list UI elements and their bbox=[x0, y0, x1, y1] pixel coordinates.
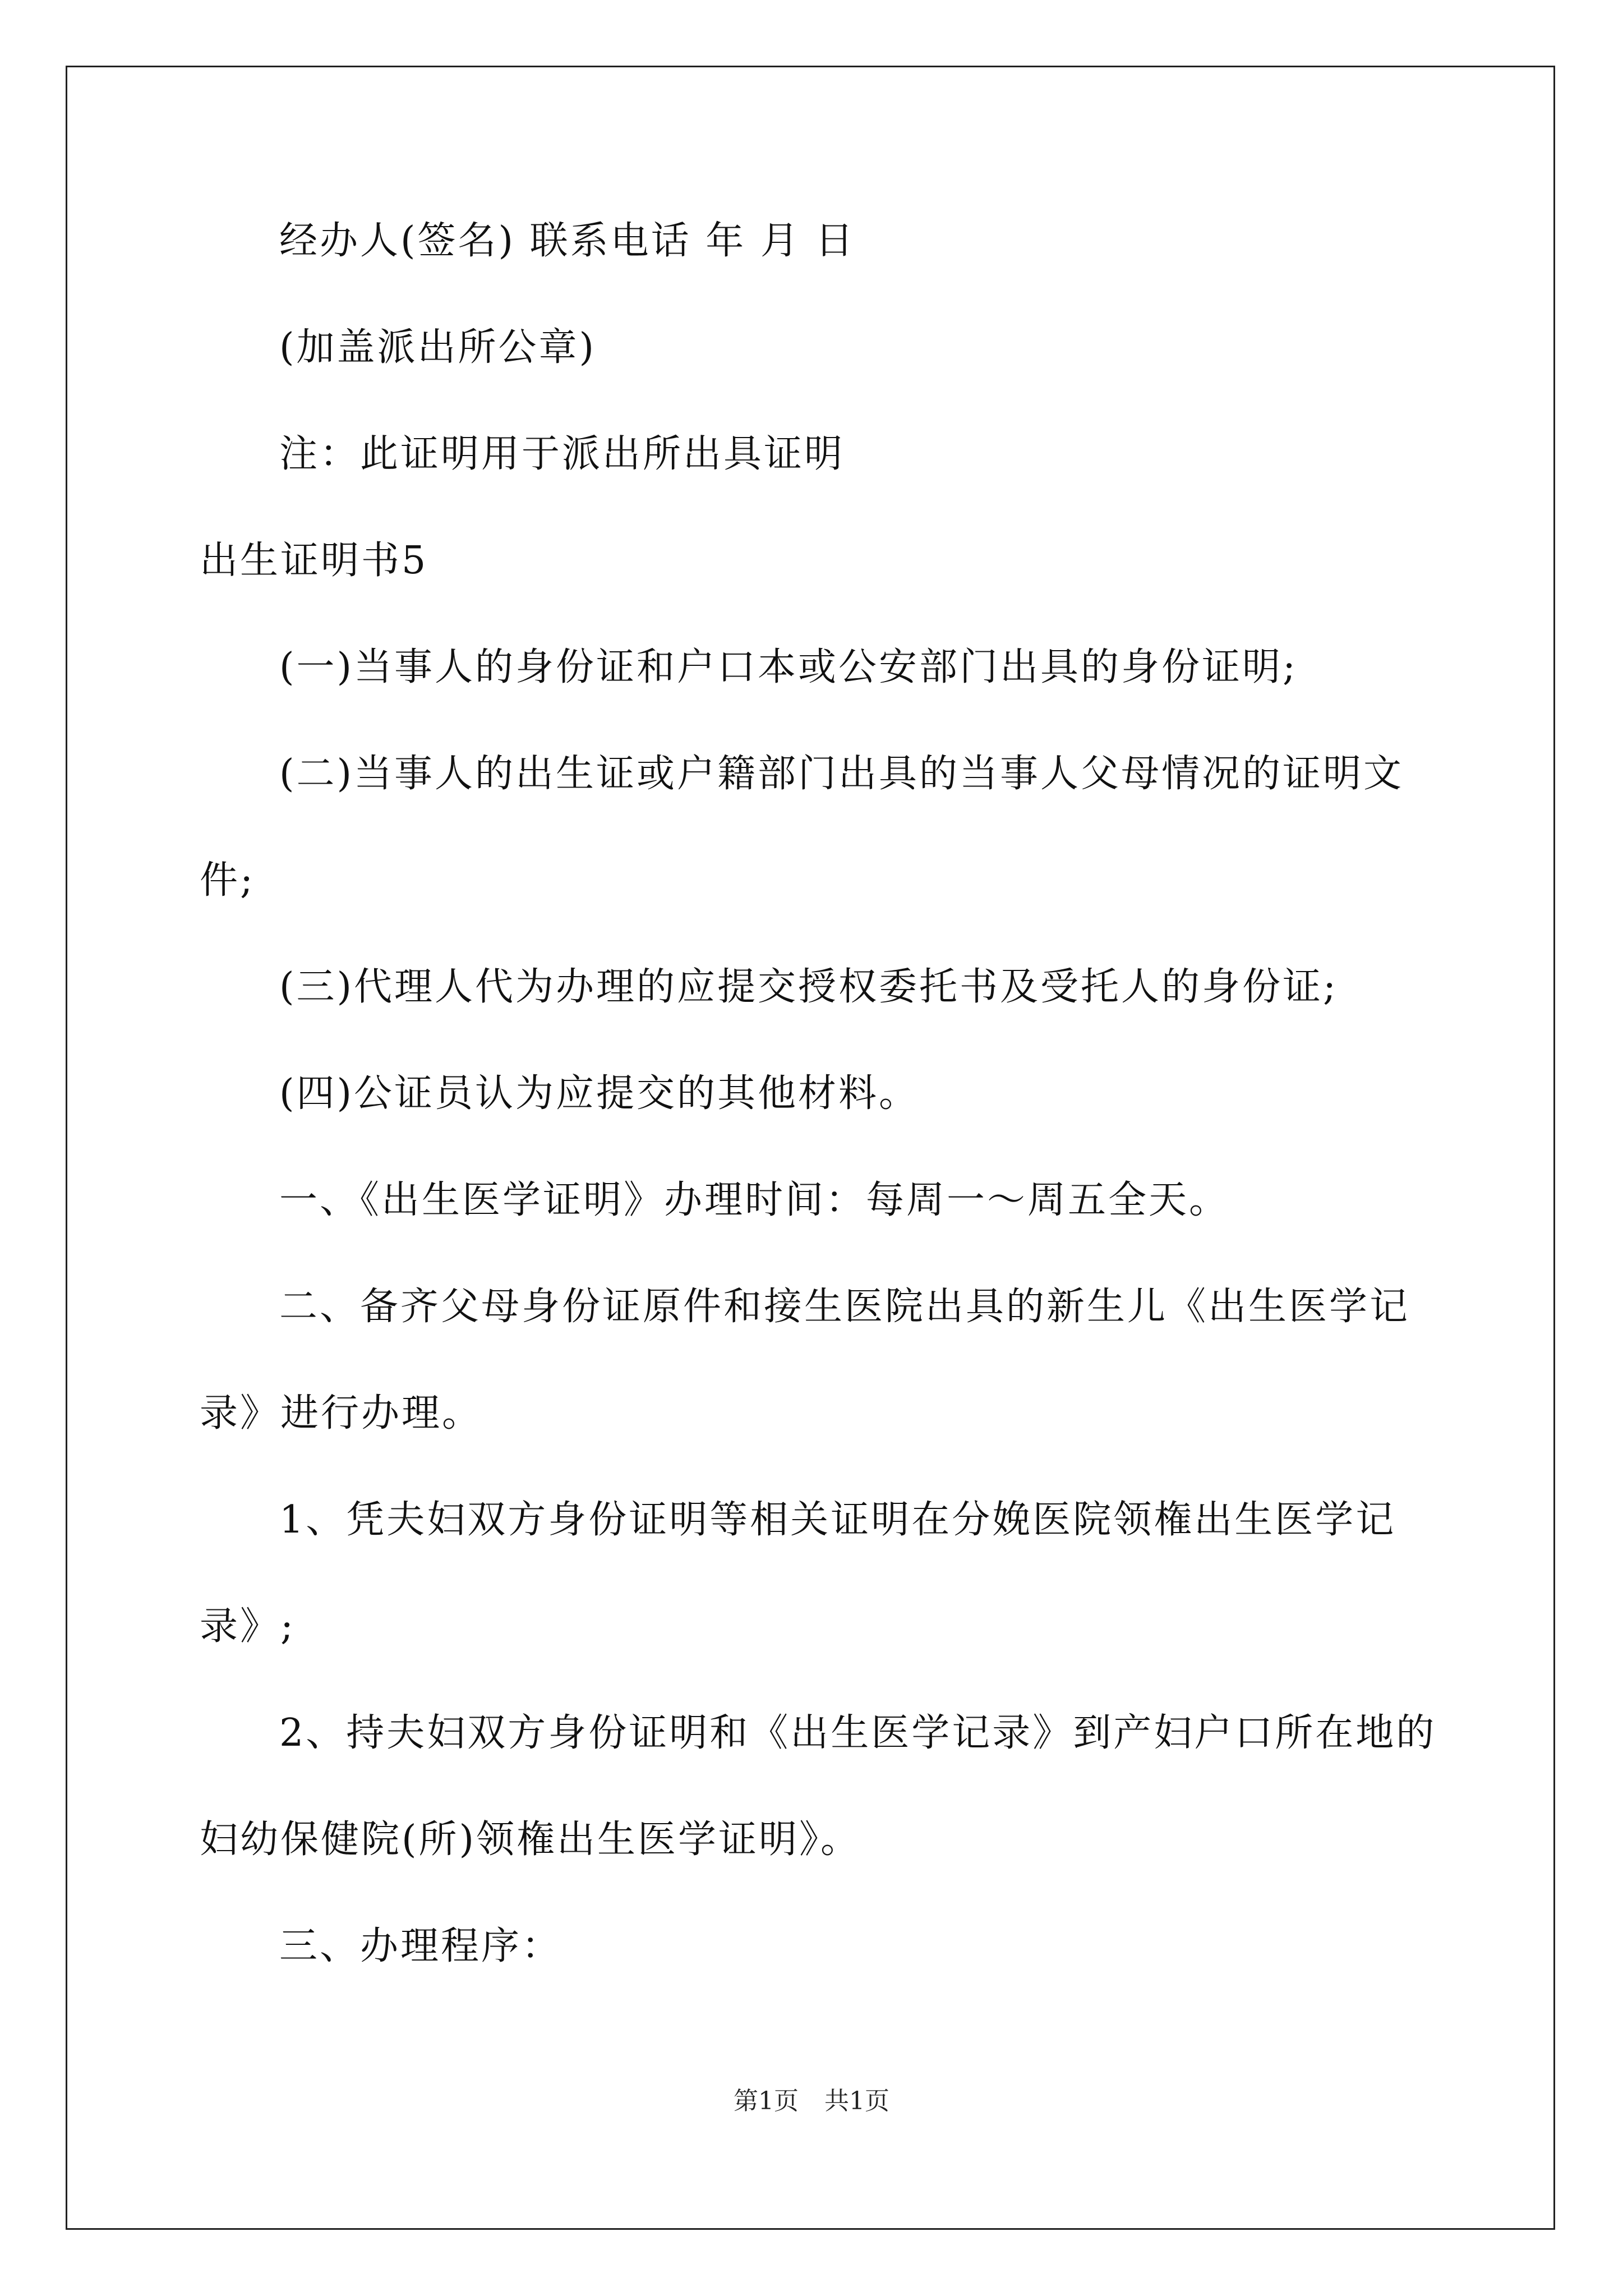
paragraph-line: (三)代理人代为办理的应提交授权委托书及受托人的身份证; bbox=[279, 965, 1338, 1009]
paragraph-line: 件; bbox=[200, 858, 255, 903]
paragraph-line: 一、《出生医学证明》办理时间：每周一～周五全天。 bbox=[279, 1178, 1230, 1222]
page-total: 共1页 bbox=[824, 2087, 889, 2115]
paragraph-line: (一)当事人的身份证和户口本或公安部门出具的身份证明; bbox=[279, 645, 1298, 689]
signature-line: 经办人(签名) 联系电话 年 月 日 bbox=[279, 219, 856, 263]
paragraph-line: 1、凭夫妇双方身份证明等相关证明在分娩医院领権出生医学记 bbox=[279, 1498, 1396, 1542]
page-number: 第1页 bbox=[734, 2087, 799, 2115]
usage-note: 注：此证明用于派出所出具证明 bbox=[279, 432, 845, 476]
paragraph-line: (二)当事人的出生证或户籍部门出具的当事人父母情况的证明文 bbox=[279, 752, 1404, 796]
paragraph-line: 录》; bbox=[200, 1604, 296, 1649]
page-footer bbox=[0, 2086, 1623, 2117]
stamp-note: (加盖派出所公章) bbox=[279, 325, 597, 370]
paragraph-line: 录》进行办理。 bbox=[200, 1391, 483, 1435]
page-border bbox=[66, 66, 1555, 2230]
paragraph-line: 二、备齐父母身份证原件和接生医院出具的新生儿《出生医学记 bbox=[279, 1285, 1410, 1329]
paragraph-line: 妇幼保健院(所)领権出生医学证明》。 bbox=[200, 1818, 861, 1862]
paragraph-line: 三、办理程序： bbox=[279, 1924, 562, 1968]
paragraph-line: (四)公证员认为应提交的其他材料。 bbox=[279, 1071, 920, 1116]
section-heading: 出生证明书5 bbox=[200, 539, 428, 583]
paragraph-line: 2、持夫妇双方身份证明和《出生医学记录》到产妇户口所在地的 bbox=[279, 1711, 1437, 1755]
